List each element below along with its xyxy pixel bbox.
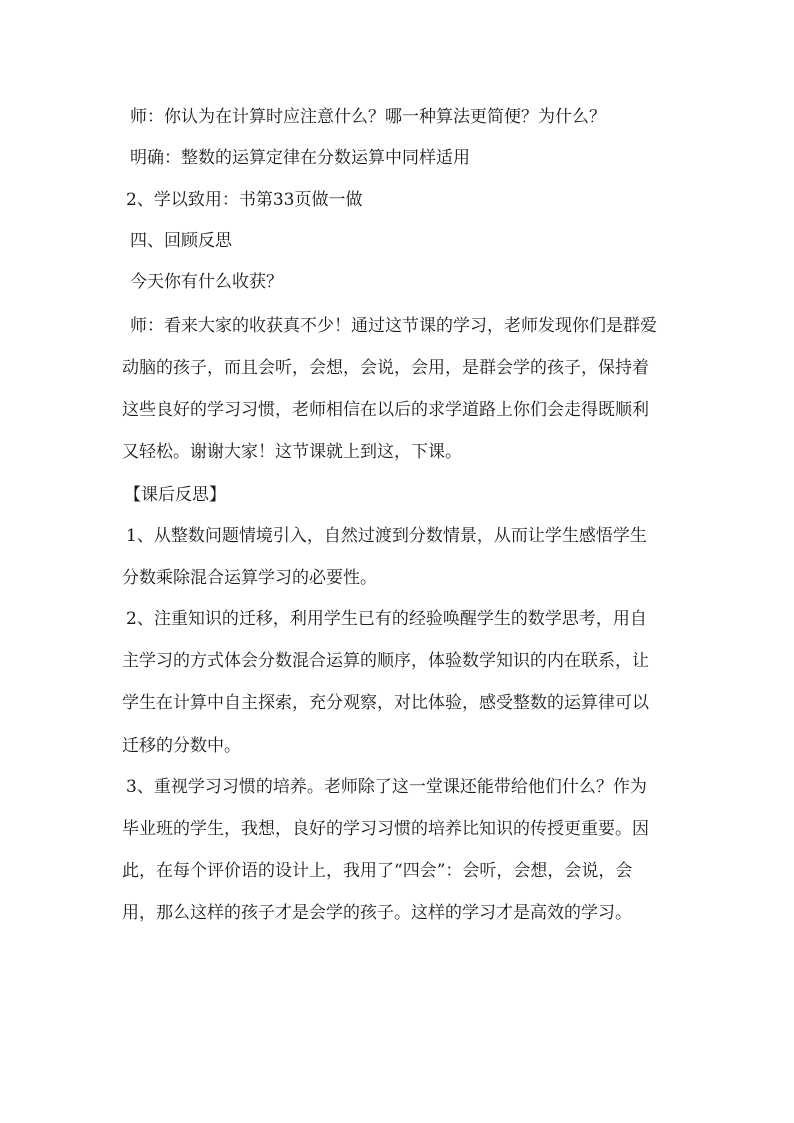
reflection-3-line: 3、重视学习习惯的培养。老师除了这一堂课还能带给他们什么？作为 [126,777,647,797]
teacher-summary-line: 师：看来大家的收获真不少！通过这节课的学习，老师发现你们是群爱 [130,316,657,336]
reflection-2-line: 主学习的方式体会分数混合运算的顺序，体验数学知识的内在联系，让 [122,651,649,671]
teacher-summary-line: 动脑的孩子，而且会听，会想，会说，会用，是群会学的孩子，保持着 [122,358,649,378]
teacher-summary-line: 这些良好的学习习惯，老师相信在以后的求学道路上你们会走得既顺利 [122,400,649,420]
reflection-3-line: 用，那么这样的孩子才是会学的孩子。这样的学习才是高效的学习。 [122,903,632,923]
reflection-2-line: 2、注重知识的迁移，利用学生已有的经验唤醒学生的数学思考，用自 [126,609,647,629]
reflection-1-line: 1、从整数问题情境引入，自然过渡到分数情景，从而让学生感悟学生 [126,526,647,546]
reflection-1-line: 分数乘除混合运算学习的必要性。 [122,568,377,588]
teacher-question-line: 师：你认为在计算时应注意什么？哪一种算法更简便？为什么？ [130,107,606,127]
reflection-3-line: 此，在每个评价语的设计上，我用了“四会”：会听，会想，会说，会 [122,861,633,881]
reflection-2-line: 学生在计算中自主探索，充分观察，对比体验，感受整数的运算律可以 [122,693,649,713]
apply-line: 2、学以致用：书第33页做一做 [126,190,363,210]
reflection-heading: 【课后反思】 [124,485,226,505]
reflection-3-line: 毕业班的学生，我想，良好的学习习惯的培养比知识的传授更重要。因 [122,819,649,839]
teacher-summary-line: 又轻松。谢谢大家！这节课就上到这，下课。 [122,442,462,462]
section-review-heading: 四、回顾反思 [130,231,232,251]
today-gain-line: 今天你有什么收获？ [130,272,283,292]
clarify-line: 明确：整数的运算定律在分数运算中同样适用 [130,148,470,168]
reflection-2-line: 迁移的分数中。 [122,736,241,756]
